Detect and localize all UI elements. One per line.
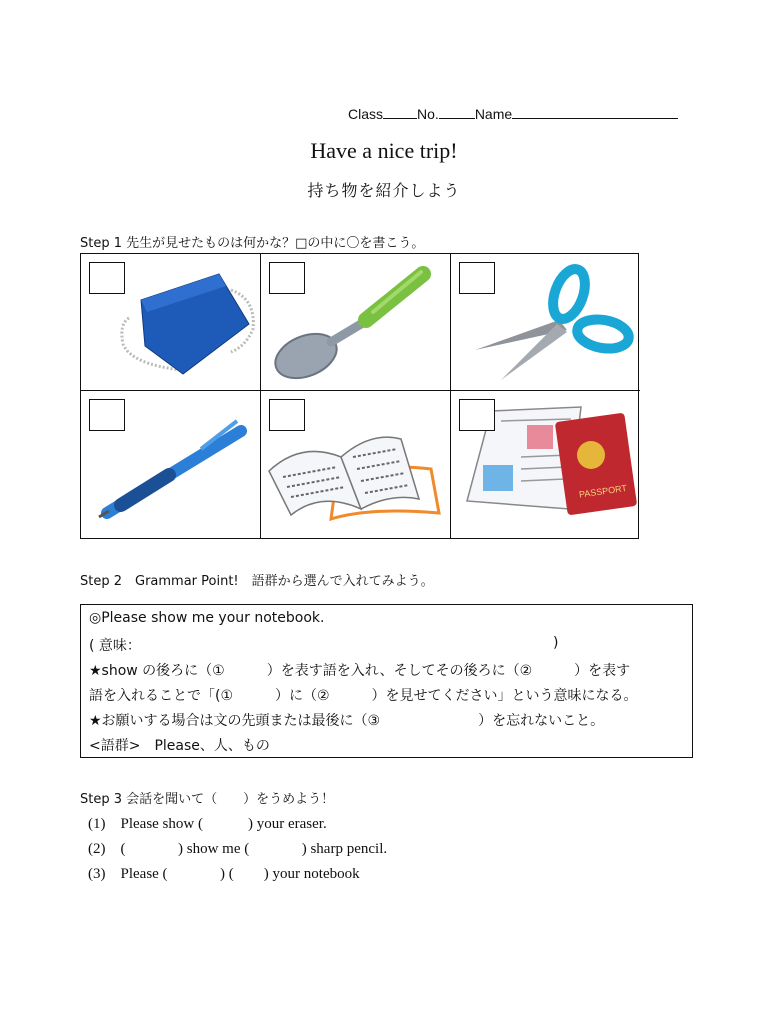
question-1: (1) Please show ( ) your eraser. — [88, 816, 327, 832]
grid-cell-spoon — [261, 254, 451, 391]
name-label: Name — [474, 106, 513, 122]
passport-badge-text: PASSPORT — [578, 482, 628, 500]
class-label: Class — [348, 106, 384, 122]
grammar-rule-2: 語を入れることで「(① ）に（② ）を見せてください」という意味になる。 — [89, 688, 638, 704]
answer-checkbox-2[interactable] — [269, 262, 305, 294]
grammar-rule-3: ★お願いする場合は文の先頭または最後に（③ ）を忘れないこと。 — [89, 713, 605, 729]
worksheet-title: Have a nice trip! — [310, 138, 458, 163]
picture-grid — [80, 253, 639, 539]
student-info-line — [348, 104, 678, 122]
answer-checkbox-3[interactable] — [459, 262, 495, 294]
grammar-meaning-open: ( 意味： — [89, 638, 141, 654]
word-bank: <語群> Please、人、もの — [89, 738, 270, 754]
grid-cell-pen — [81, 391, 261, 538]
step1-instruction: Step 1 先生が見せたものは何かな？□の中に〇を書こう。 — [80, 236, 425, 251]
step2-instruction: Step 2 Grammar Point! 語群から選んで入れてみよう。 — [80, 574, 434, 589]
answer-checkbox-1[interactable] — [89, 262, 125, 294]
grid-cell-passport — [451, 391, 640, 538]
answer-checkbox-5[interactable] — [269, 399, 305, 431]
step3-instruction: Step 3 会話を聞いて（ ）をうめよう！ — [80, 792, 335, 807]
worksheet-subtitle: 持ち物を紹介しよう — [307, 181, 461, 200]
no-label: No. — [417, 106, 439, 122]
grammar-rule-1: ★show の後ろに（① ）を表す語を入れ、そしてその後ろに（② ）を表す — [89, 663, 631, 679]
no-blank[interactable] — [439, 104, 475, 119]
class-blank[interactable] — [383, 104, 417, 119]
grammar-example: ◎Please show me your notebook. — [89, 610, 325, 626]
grid-cell-scissors — [451, 254, 640, 391]
question-2: (2) ( ) show me ( ) sharp pencil. — [88, 841, 388, 857]
question-3: (3) Please ( ) ( ) your notebook — [88, 866, 360, 882]
name-blank[interactable] — [512, 104, 678, 119]
grammar-meaning-close: ) — [553, 635, 559, 651]
grid-cell-mask — [81, 254, 261, 391]
grid-cell-notebook — [261, 391, 451, 538]
answer-checkbox-4[interactable] — [89, 399, 125, 431]
answer-checkbox-6[interactable] — [459, 399, 495, 431]
grammar-point-box — [80, 604, 693, 758]
